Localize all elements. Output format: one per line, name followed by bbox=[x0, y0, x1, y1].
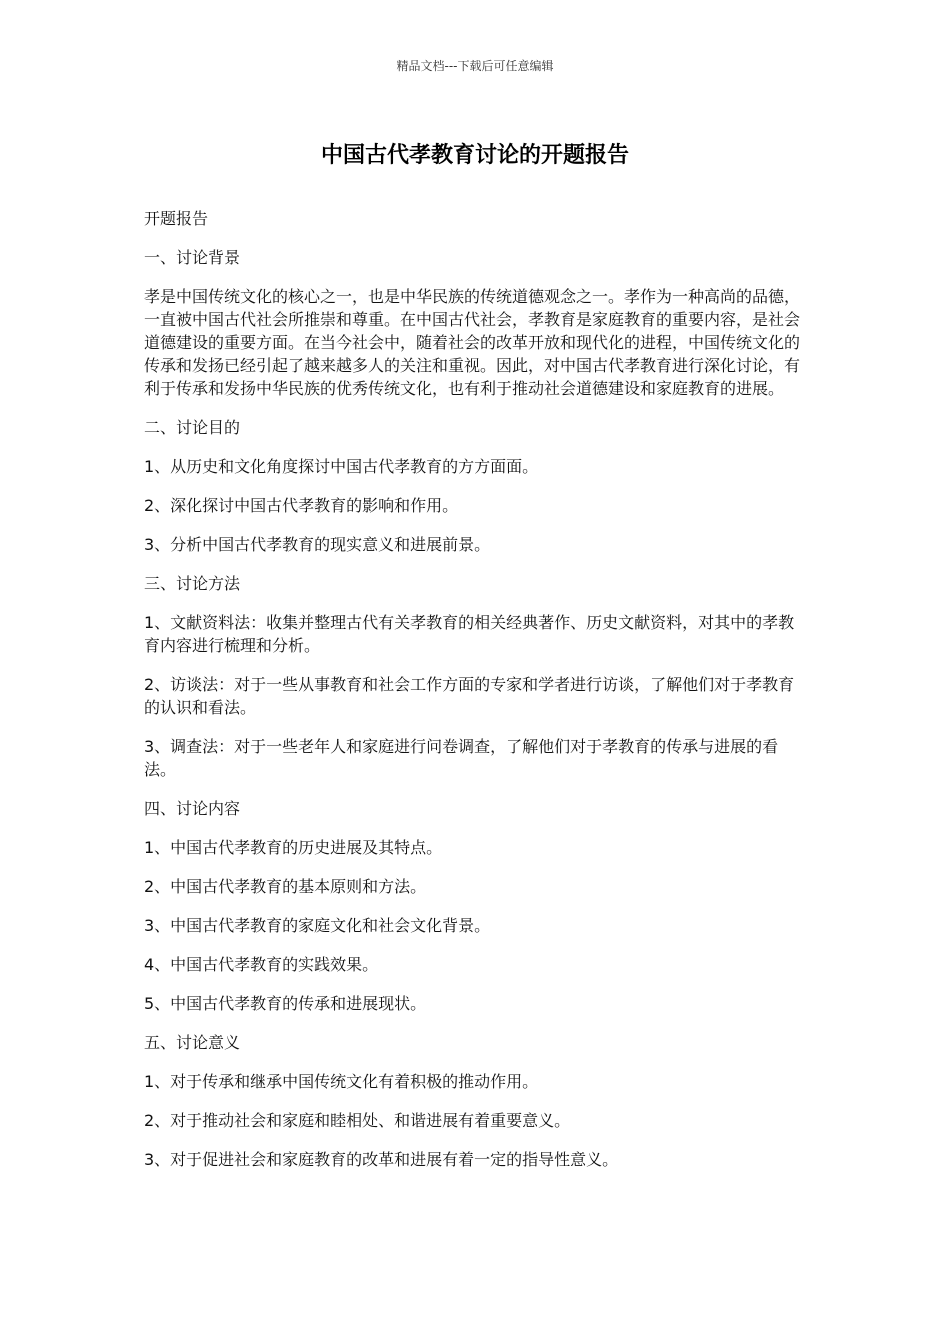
section-label: 开题报告 bbox=[144, 209, 209, 228]
purpose-item: 1、从历史和文化角度探讨中国古代孝教育的方方面面。 bbox=[144, 457, 539, 476]
content-item: 5、中国古代孝教育的传承和进展现状。 bbox=[144, 994, 427, 1013]
purpose-item: 2、深化探讨中国古代孝教育的影响和作用。 bbox=[144, 496, 459, 515]
document-body bbox=[144, 207, 810, 1187]
section-heading-method: 三、讨论方法 bbox=[144, 574, 241, 593]
significance-item: 1、对于传承和继承中国传统文化有着积极的推动作用。 bbox=[144, 1072, 539, 1091]
method-item: 1、文献资料法：收集并整理古代有关孝教育的相关经典著作、历史文献资料，对其中的孝教育内容进行梳理和分析。 bbox=[144, 613, 795, 655]
content-item: 2、中国古代孝教育的基本原则和方法。 bbox=[144, 877, 427, 896]
section-heading-purpose: 二、讨论目的 bbox=[144, 418, 241, 437]
section-heading-background: 一、讨论背景 bbox=[144, 248, 241, 267]
content-item: 4、中国古代孝教育的实践效果。 bbox=[144, 955, 379, 974]
significance-item: 3、对于促进社会和家庭教育的改革和进展有着一定的指导性意义。 bbox=[144, 1150, 619, 1169]
background-paragraph: 孝是中国传统文化的核心之一，也是中华民族的传统道德观念之一。孝作为一种高尚的品德，一直被中国古代社会所推崇和尊重。在中国古代社会，孝教育是家庭教育的重要内容，是社会道德建设的重要方面。在当今社会中，随着社会的改革开放和现代化的进程，中国传统文化的传承和发扬已经引起了越来越多人的关注和重视。因此，对中国古代孝教育进行深化讨论，有利于传承和发扬中华民族的优秀传统文化，也有利于推动社会道德建设和家庭教育的进展。 bbox=[144, 287, 801, 398]
content-item: 3、中国古代孝教育的家庭文化和社会文化背景。 bbox=[144, 916, 491, 935]
header-note: 精品文档---下载后可任意编辑 bbox=[396, 59, 554, 73]
method-item: 3、调查法：对于一些老年人和家庭进行问卷调查，了解他们对于孝教育的传承与进展的看法。 bbox=[144, 737, 779, 779]
significance-item: 2、对于推动社会和家庭和睦相处、和谐进展有着重要意义。 bbox=[144, 1111, 571, 1130]
section-heading-significance: 五、讨论意义 bbox=[144, 1033, 241, 1052]
method-item: 2、访谈法：对于一些从事教育和社会工作方面的专家和学者进行访谈，了解他们对于孝教育的认识和看法。 bbox=[144, 675, 795, 717]
section-heading-content: 四、讨论内容 bbox=[144, 799, 241, 818]
content-item: 1、中国古代孝教育的历史进展及其特点。 bbox=[144, 838, 443, 857]
document-title: 中国古代孝教育讨论的开题报告 bbox=[320, 143, 629, 168]
purpose-item: 3、分析中国古代孝教育的现实意义和进展前景。 bbox=[144, 535, 491, 554]
